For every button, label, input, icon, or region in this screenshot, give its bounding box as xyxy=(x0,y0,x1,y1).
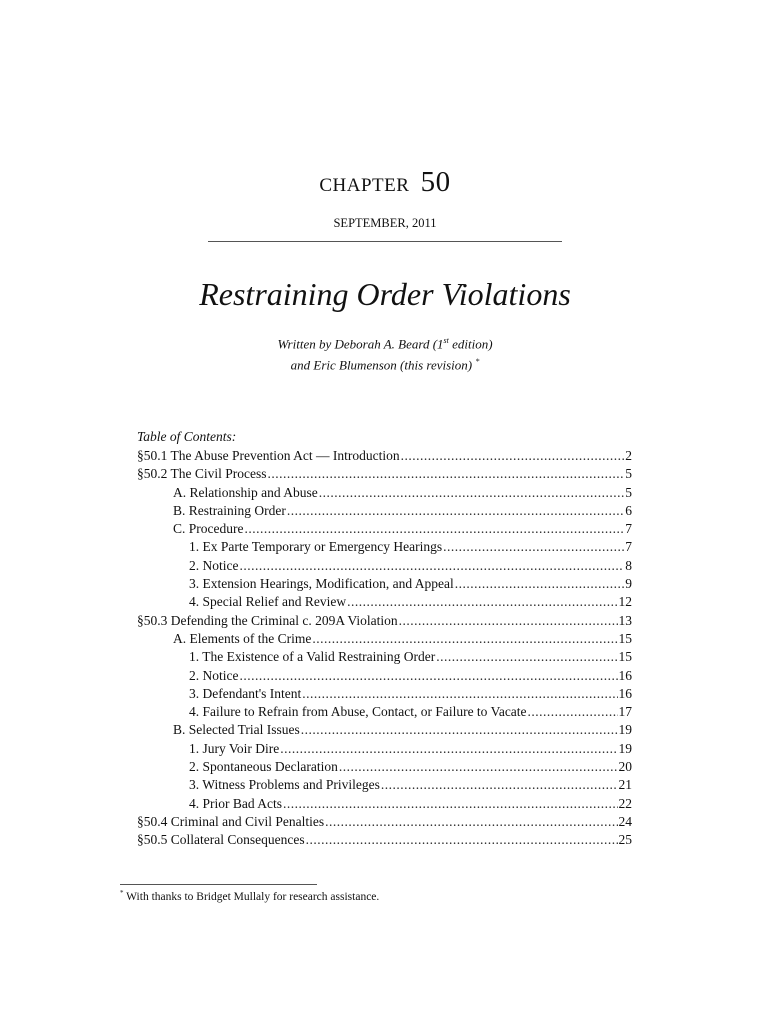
toc-entry-page: 17 xyxy=(618,704,632,720)
author-credits xyxy=(0,332,770,375)
toc-entry-page: 13 xyxy=(618,612,632,628)
chapter-heading xyxy=(0,166,770,199)
toc-entry-label: §50.5 Collateral Consequences xyxy=(137,832,305,848)
footnote-marker-bottom: * xyxy=(120,889,124,897)
toc-entry-page: 15 xyxy=(618,649,632,665)
toc-entry[interactable] xyxy=(137,648,632,666)
toc-entry-label: A. Relationship and Abuse xyxy=(173,484,318,500)
toc-dot-leader xyxy=(339,758,618,776)
toc-entry-page: 19 xyxy=(618,740,632,756)
toc-entry[interactable] xyxy=(137,557,632,575)
toc-entry-label: 1. Jury Voir Dire xyxy=(189,740,280,756)
toc-entry-page: 22 xyxy=(618,795,632,811)
toc-entry-label: §50.2 The Civil Process xyxy=(137,466,267,482)
author-line-2-text: and Eric Blumenson (this revision) xyxy=(290,357,476,373)
toc-dot-leader xyxy=(244,520,624,538)
toc-dot-leader xyxy=(325,813,617,831)
toc-entry-label: 1. The Existence of a Valid Restraining Order xyxy=(189,649,436,665)
footnote-text: With thanks to Bridget Mullaly for research assistance. xyxy=(123,890,380,903)
toc-entry-page: 7 xyxy=(625,521,632,537)
toc-dot-leader xyxy=(443,538,624,556)
chapter-number: 50 xyxy=(420,166,451,198)
toc-entry[interactable] xyxy=(137,685,632,703)
toc-entry-page: 7 xyxy=(625,539,632,555)
toc-entry[interactable] xyxy=(137,612,632,630)
toc-dot-leader xyxy=(287,502,624,520)
toc-dot-leader xyxy=(528,703,618,721)
toc-entry-label: §50.4 Criminal and Civil Penalties xyxy=(137,813,325,829)
author-line-2 xyxy=(0,353,770,374)
toc-entry-page: 16 xyxy=(618,667,632,683)
toc-dot-leader xyxy=(401,447,625,465)
toc-dot-leader xyxy=(301,721,618,739)
toc-entry-label: 4. Failure to Refrain from Abuse, Contact, or Failure to Vacate xyxy=(189,704,527,720)
toc-entry-page: 12 xyxy=(618,594,632,610)
toc-entry-page: 6 xyxy=(625,502,632,518)
toc-entry[interactable] xyxy=(137,447,632,465)
toc-dot-leader xyxy=(306,831,618,849)
toc-dot-leader xyxy=(302,685,617,703)
toc-dot-leader xyxy=(280,740,617,758)
toc-entry-page: 24 xyxy=(618,813,632,829)
toc-entry-label: 3. Defendant's Intent xyxy=(189,685,302,701)
toc-dot-leader xyxy=(381,776,618,794)
toc-dot-leader xyxy=(240,557,625,575)
edition-superscript: st xyxy=(443,336,449,345)
toc-entry[interactable] xyxy=(137,465,632,483)
toc-entry-label: A. Elements of the Crime xyxy=(173,630,312,646)
toc-entry[interactable] xyxy=(137,795,632,813)
toc-entry-label: 2. Spontaneous Declaration xyxy=(189,759,338,775)
footnote-marker: * xyxy=(475,357,480,367)
toc-entry-page: 16 xyxy=(618,685,632,701)
toc-dot-leader xyxy=(436,648,617,666)
toc-heading: Table of Contents: xyxy=(137,429,237,444)
toc-entry-label: C. Procedure xyxy=(173,521,244,537)
toc-entry-label: B. Restraining Order xyxy=(173,502,286,518)
toc-entry-page: 19 xyxy=(618,722,632,738)
toc-entry[interactable] xyxy=(137,758,632,776)
chapter-date: SEPTEMBER, 2011 xyxy=(333,216,437,230)
toc-entry-label: §50.1 The Abuse Prevention Act — Introduction xyxy=(137,448,400,463)
author-line-1 xyxy=(0,332,770,353)
toc-entry-page: 21 xyxy=(618,777,632,793)
toc-entry[interactable] xyxy=(137,667,632,685)
table-of-contents xyxy=(137,447,632,850)
footnote xyxy=(120,889,379,903)
toc-entry[interactable] xyxy=(137,703,632,721)
toc-entry-label: §50.3 Defending the Criminal c. 209A Violation xyxy=(137,612,398,628)
toc-dot-leader xyxy=(347,593,617,611)
toc-entry-label: 2. Notice xyxy=(189,667,239,683)
toc-dot-leader xyxy=(268,465,625,483)
toc-entry-page: 8 xyxy=(625,557,632,573)
toc-entry[interactable] xyxy=(137,630,632,648)
toc-entry[interactable] xyxy=(137,484,632,502)
toc-dot-leader xyxy=(240,667,618,685)
header-divider xyxy=(208,241,562,242)
toc-dot-leader xyxy=(399,612,618,630)
toc-entry[interactable] xyxy=(137,593,632,611)
toc-entry[interactable] xyxy=(137,502,632,520)
toc-entry-page: 5 xyxy=(625,484,632,500)
toc-entry[interactable] xyxy=(137,831,632,849)
toc-entry-page: 15 xyxy=(618,630,632,646)
toc-entry-label: 2. Notice xyxy=(189,557,239,573)
toc-entry[interactable] xyxy=(137,721,632,739)
toc-dot-leader xyxy=(312,630,617,648)
toc-entry-label: 3. Extension Hearings, Modification, and Appeal xyxy=(189,576,454,592)
toc-entry-page: 2 xyxy=(625,448,632,463)
toc-entry[interactable] xyxy=(137,776,632,794)
toc-dot-leader xyxy=(283,795,618,813)
toc-entry[interactable] xyxy=(137,575,632,593)
toc-entry-label: 4. Special Relief and Review xyxy=(189,594,347,610)
toc-entry[interactable] xyxy=(137,740,632,758)
toc-entry-label: 4. Prior Bad Acts xyxy=(189,795,282,811)
toc-entry-page: 9 xyxy=(625,576,632,592)
toc-dot-leader xyxy=(319,484,625,502)
footnote-divider xyxy=(120,884,317,885)
document-title: Restraining Order Violations xyxy=(199,276,571,312)
toc-dot-leader xyxy=(455,575,625,593)
toc-entry-page: 20 xyxy=(618,759,632,775)
toc-entry-page: 5 xyxy=(625,466,632,482)
toc-entry[interactable] xyxy=(137,538,632,556)
toc-entry[interactable] xyxy=(137,813,632,831)
toc-entry-label: 1. Ex Parte Temporary or Emergency Hearings xyxy=(189,539,443,555)
toc-entry[interactable] xyxy=(137,520,632,538)
chapter-word: CHAPTER xyxy=(319,175,410,196)
toc-entry-page: 25 xyxy=(618,832,632,848)
toc-entry-label: 3. Witness Problems and Privileges xyxy=(189,777,380,793)
author-line-1-suffix: edition) xyxy=(448,336,493,352)
toc-entry-label: B. Selected Trial Issues xyxy=(173,722,300,738)
author-line-1-prefix: Written by Deborah A. Beard (1 xyxy=(277,336,444,352)
